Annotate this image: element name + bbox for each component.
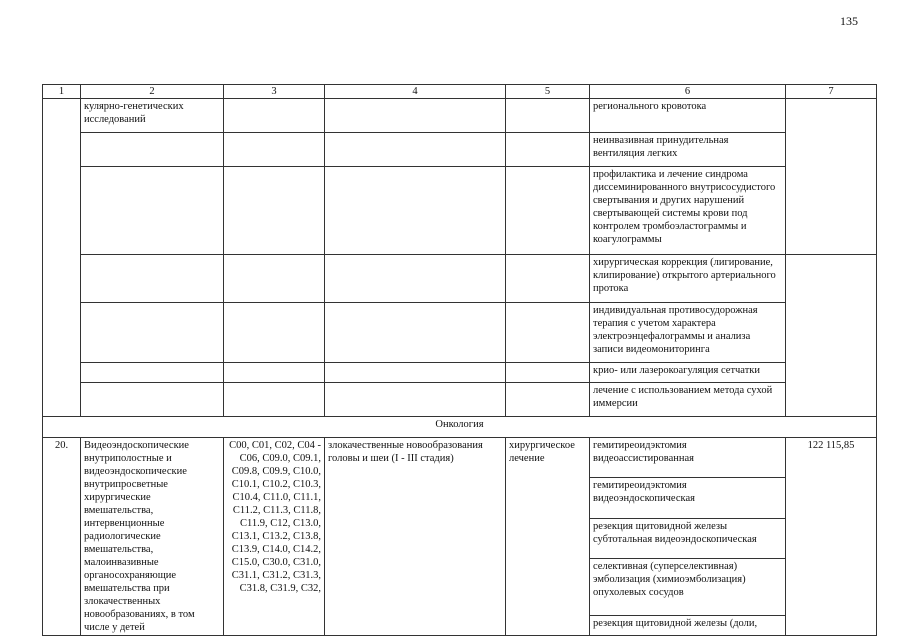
table-row	[43, 438, 877, 478]
treatment-type-cell: хирургическое лечение	[506, 438, 590, 636]
column-header-1: 1	[43, 85, 81, 99]
treatment-type-cell	[506, 99, 590, 133]
diagnosis-cell: злокачественные новообразования головы и шеи (I - III стадия)	[325, 438, 506, 636]
diagnosis-cell	[325, 363, 506, 383]
treatment-type-cell	[506, 303, 590, 363]
treatment-cell: резекция щитовидной железы (доли,	[590, 616, 786, 636]
table-row	[43, 133, 877, 167]
treatment-cell: гемитиреоидэктомия видеоассистированная	[590, 438, 786, 478]
medical-care-table	[42, 84, 877, 636]
row-number-cell: 20.	[43, 438, 81, 636]
codes-cell	[224, 303, 325, 363]
treatment-type-cell	[506, 363, 590, 383]
treatment-cell: селективная (суперселективная) эмболизация (химиоэмболизация) опухолевых сосудов	[590, 558, 786, 615]
method-cell: Видеоэндоскопические внутриполостные и видеоэндоскопические внутрипросветные хирургические вмешательства, интервенционные радиологические вмешательства, малоинвазивные органосохраняющие вмешательства при злокачественных новообразованиях, в том числе у детей	[81, 438, 224, 636]
method-cell	[81, 167, 224, 255]
table-row	[43, 255, 877, 303]
treatment-type-cell	[506, 383, 590, 417]
method-cell: кулярно-генетических исследований	[81, 99, 224, 133]
method-cell	[81, 303, 224, 363]
codes-cell	[224, 255, 325, 303]
column-header-2: 2	[81, 85, 224, 99]
diagnosis-cell	[325, 303, 506, 363]
diagnosis-cell	[325, 255, 506, 303]
treatment-type-cell	[506, 133, 590, 167]
codes-cell: C00, C01, C02, C04 - C06, C09.0, C09.1, C09.8, C09.9, C10.0, C10.1, C10.2, C10.3, C10.4, C11.0, C11.1, C11.2, C11.3, C11.8, C11.9, C12, C13.0, C13.1, C13.2, C13.8, C13.9, C14.0, C14.2, C15.0, C30.0, C31.0, C31.1, C31.2, C31.3, C31.8, C31.9, C32,	[224, 438, 325, 636]
treatment-cell: профилактика и лечение синдрома диссеминированного внутрисосудистого свертывания и других нарушений свертывающей системы крови под контролем тромбоэластограммы и коагулограммы	[590, 167, 786, 255]
method-cell	[81, 133, 224, 167]
table-row	[43, 167, 877, 255]
table-row	[43, 363, 877, 383]
codes-cell	[224, 99, 325, 133]
method-cell	[81, 255, 224, 303]
codes-cell	[224, 167, 325, 255]
treatment-type-cell	[506, 255, 590, 303]
column-header-4: 4	[325, 85, 506, 99]
diagnosis-cell	[325, 99, 506, 133]
section-heading-oncology: Онкология	[43, 417, 877, 438]
price-cell	[786, 99, 877, 255]
table-row	[43, 383, 877, 417]
diagnosis-cell	[325, 383, 506, 417]
method-cell	[81, 383, 224, 417]
treatment-cell: резекция щитовидной железы субтотальная видеоэндоскопическая	[590, 518, 786, 558]
diagnosis-cell	[325, 167, 506, 255]
treatment-cell: гемитиреоидэктомия видеоэндоскопическая	[590, 478, 786, 518]
column-header-5: 5	[506, 85, 590, 99]
column-number-row	[43, 85, 877, 99]
table-row	[43, 303, 877, 363]
treatment-cell: неинвазивная принудительная вентиляция легких	[590, 133, 786, 167]
price-cell	[786, 255, 877, 417]
treatment-cell: регионального кровотока	[590, 99, 786, 133]
treatment-cell: индивидуальная противосудорожная терапия с учетом характера электроэнцефалограммы и анализа записи видеомониторинга	[590, 303, 786, 363]
column-header-7: 7	[786, 85, 877, 99]
codes-cell	[224, 383, 325, 417]
diagnosis-cell	[325, 133, 506, 167]
method-cell	[81, 363, 224, 383]
treatment-cell: хирургическая коррекция (лигирование, клипирование) открытого артериального протока	[590, 255, 786, 303]
section-row	[43, 417, 877, 438]
price-cell: 122 115,85	[786, 438, 877, 636]
table-row	[43, 99, 877, 133]
codes-cell	[224, 363, 325, 383]
column-header-6: 6	[590, 85, 786, 99]
row-number-cell	[43, 99, 81, 417]
treatment-cell: лечение с использованием метода сухой иммерсии	[590, 383, 786, 417]
codes-cell	[224, 133, 325, 167]
treatment-cell: крио- или лазерокоагуляция сетчатки	[590, 363, 786, 383]
page-number: 135	[840, 14, 858, 28]
treatment-type-cell	[506, 167, 590, 255]
column-header-3: 3	[224, 85, 325, 99]
